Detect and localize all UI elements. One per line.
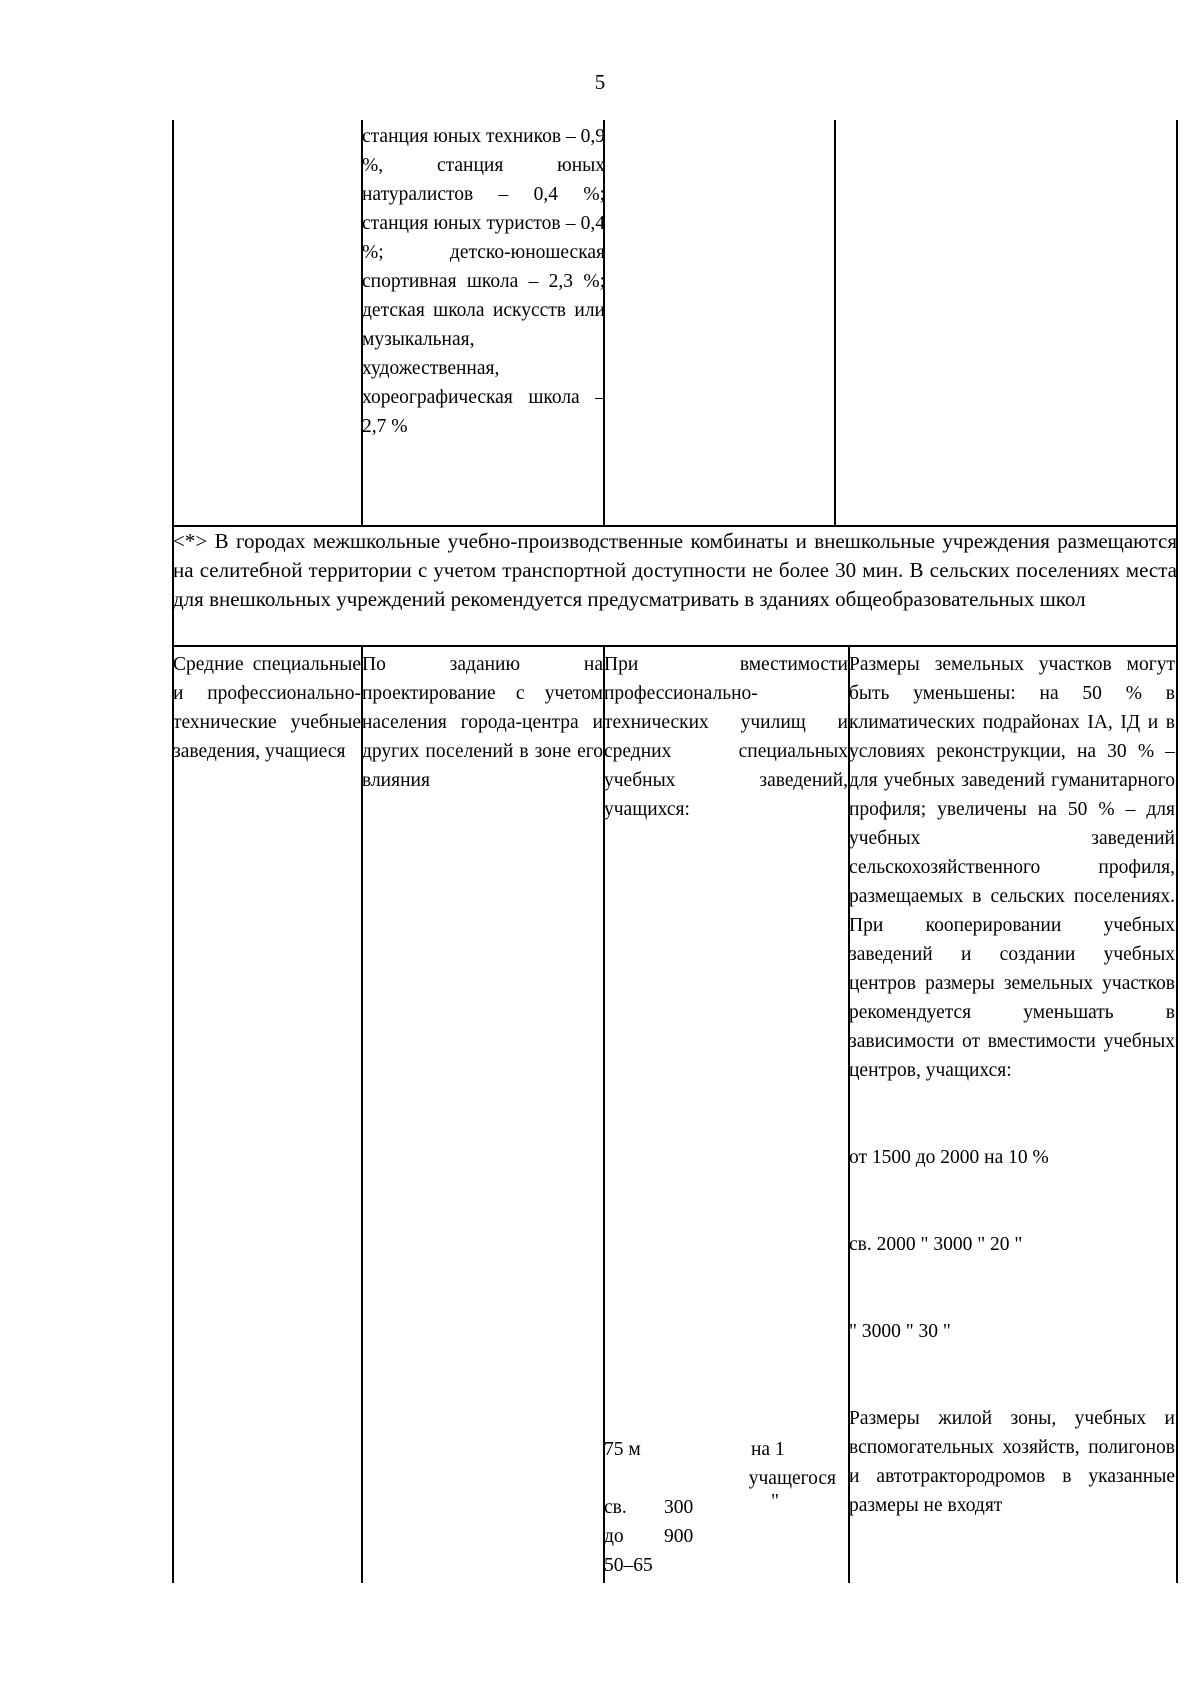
footnote-text: <*> В городах межшкольные учебно-производственные комбинаты и внешкольные учреждения размещаются на селитебной территории с учетом транспортной доступности не более 30 мин. В сельских поселениях места для внешкольных учреждений рекомендуется предусматривать в зданиях общеобразовательных школ: [173, 529, 1177, 611]
to-label: до: [604, 1526, 624, 1547]
to-value: 900: [664, 1526, 694, 1547]
row2-col4: [849, 650, 1177, 1520]
over-value: 300: [664, 1497, 694, 1518]
row2-col3-text: При вместимости профессионально-технических училищ и средних специальных учебных заведений, учащихся:: [604, 654, 848, 820]
row-divider-note: [172, 645, 1177, 647]
row2-col4-tail-text: Размеры жилой зоны, учебных и вспомогательных хозяйств, полигонов и автотрактородромов в указанные размеры не входят: [849, 1408, 1175, 1516]
area-value: 75 м: [604, 1439, 641, 1460]
over-label: св.: [604, 1497, 627, 1518]
per-one-label: на 1: [751, 1439, 785, 1460]
reduction-list: [849, 1085, 1177, 1404]
ditto-mark: ": [771, 1491, 779, 1512]
reduction-item: " 3000 " 30 ": [849, 1321, 951, 1342]
reduction-item: от 1500 до 2000 на 10 %: [849, 1147, 1049, 1168]
row1-col2-text: станция юных техников – 0,9 %, станция юных натуралистов – 0,4 %; станция юных туристов – 0,4 %; детско-юношеская спортивная школа – 2,3 %; детская школа искусств или музыкальная, художественная, хореографическая школа – 2,7 %: [362, 126, 605, 437]
reduction-item: св. 2000 " 3000 " 20 ": [849, 1234, 1023, 1255]
range-value: 50–65: [604, 1555, 653, 1576]
student-label: учащегося: [748, 1468, 836, 1489]
column-divider-3-top: [834, 120, 836, 525]
row2-col1-text: Средние специальные и профессионально-технические учебные заведения, учащиеся: [173, 654, 361, 762]
page-number: 5: [594, 70, 606, 94]
row2-col4-main-text: Размеры земельных участков могут быть уменьшены: на 50 % в климатических подрайонах IА, IД и в условиях реконструкции, на 30 % – для учебных заведений гуманитарного профиля; увеличены на 50 % – для учебных заведений сельскохозяйственного профиля, размещаемых в сельских поселениях. При кооперировании учебных заведений и создании учебных центров размеры земельных участков рекомендуется уменьшать в зависимости от вместимости учебных центров, учащихся:: [849, 654, 1175, 1081]
row2-col3-capacity-block: [604, 1435, 836, 1580]
row2-col2-text: По заданию на проектирование с учетом населения города-центра и других поселений в зоне его влияния: [362, 654, 603, 791]
